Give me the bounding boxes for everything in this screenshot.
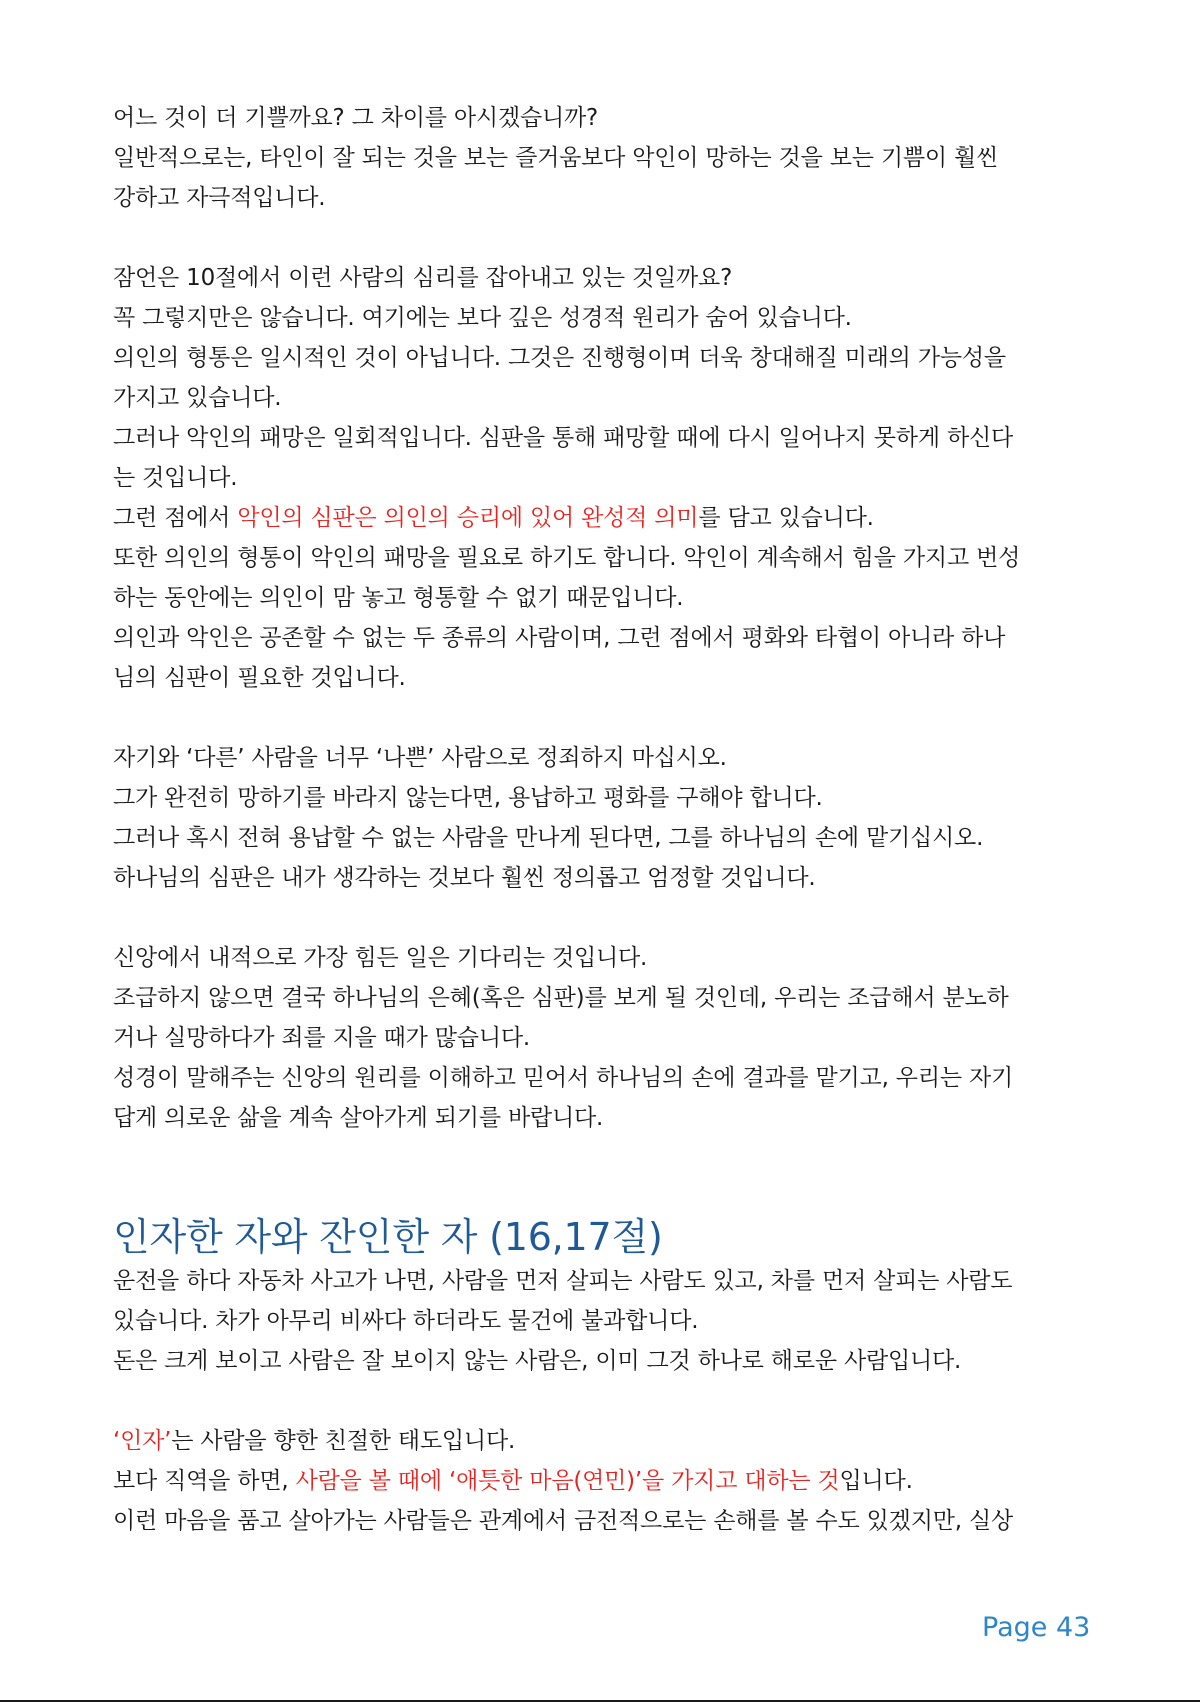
paragraph-line: 있습니다. 차가 아무리 비싸다 하더라도 물건에 불과합니다. xyxy=(113,1308,699,1334)
paragraph-line: 돈은 크게 보이고 사람은 잘 보이지 않는 사람은, 이미 그것 하나로 해로운 사람입니다. xyxy=(113,1348,962,1374)
paragraph-line: 조급하지 않으면 결국 하나님의 은혜(혹은 심판)를 보게 될 것인데, 우리는 조급해서 분노하 xyxy=(113,985,1009,1011)
section-block xyxy=(113,1213,1088,1541)
paragraph-gap xyxy=(113,218,1088,258)
paragraph-gap xyxy=(113,1381,1088,1421)
paragraph-line: 자기와 ‘다른’ 사람을 너무 ‘나쁜’ 사람으로 정죄하지 마십시오. xyxy=(113,745,727,771)
paragraph-line: 신앙에서 내적으로 가장 힘든 일은 기다리는 것입니다. xyxy=(113,945,648,971)
paragraph-line: 강하고 자극적입니다. xyxy=(113,185,326,211)
paragraph-line xyxy=(113,1461,1088,1501)
text-run: 보다 직역을 하면, xyxy=(113,1468,296,1494)
paragraph-line: 거나 실망하다가 죄를 지을 때가 많습니다. xyxy=(113,1025,530,1051)
paragraph-line: 그가 완전히 망하기를 바라지 않는다면, 용납하고 평화를 구해야 합니다. xyxy=(113,785,823,811)
paragraph-line: 운전을 하다 자동차 사고가 나면, 사람을 먼저 살피는 사람도 있고, 차를 먼저 살피는 사람도 xyxy=(113,1268,1013,1294)
emphasis-text: 악인의 심판은 의인의 승리에 있어 완성적 의미 xyxy=(237,505,699,531)
paragraph-line: 잠언은 10절에서 이런 사람의 심리를 잡아내고 있는 것일까요? xyxy=(113,265,733,291)
paragraph-line: 그러나 악인의 패망은 일회적입니다. 심판을 통해 패망할 때에 다시 일어나지 못하게 하신다 xyxy=(113,425,1013,451)
paragraph-gap xyxy=(113,898,1088,938)
paragraph-line xyxy=(113,1421,1088,1461)
paragraph-line xyxy=(113,498,1088,538)
paragraph-line: 님의 심판이 필요한 것입니다. xyxy=(113,665,406,691)
paragraph-line: 어느 것이 더 기쁠까요? 그 차이를 아시겠습니까? xyxy=(113,105,599,131)
section-heading: 인자한 자와 잔인한 자 (16,17절) xyxy=(113,1215,663,1259)
paragraph-line: 답게 의로운 삶을 계속 살아가게 되기를 바랍니다. xyxy=(113,1105,604,1131)
paragraph-line: 하는 동안에는 의인이 맘 놓고 형통할 수 없기 때문입니다. xyxy=(113,585,684,611)
paragraph-line: 하나님의 심판은 내가 생각하는 것보다 훨씬 정의롭고 엄정할 것입니다. xyxy=(113,865,816,891)
text-run: 입니다. xyxy=(839,1468,913,1494)
paragraph-line: 가지고 있습니다. xyxy=(113,385,282,411)
text-run: 를 담고 있습니다. xyxy=(698,505,874,531)
paragraph-line: 성경이 말해주는 신앙의 원리를 이해하고 믿어서 하나님의 손에 결과를 맡기고, 우리는 자기 xyxy=(113,1065,1013,1091)
text-run: 그런 점에서 xyxy=(113,505,238,531)
emphasis-text: 사람을 볼 때에 ‘애틋한 마음(연민)’을 가지고 대하는 것 xyxy=(295,1468,840,1494)
paragraph-line: 의인과 악인은 공존할 수 없는 두 종류의 사람이며, 그런 점에서 평화와 타협이 아니라 하나 xyxy=(113,625,1006,651)
paragraph-line: 이런 마음을 품고 살아가는 사람들은 관계에서 금전적으로는 손해를 볼 수도 있겠지만, 실상 xyxy=(113,1508,1013,1534)
paragraph-line: 의인의 형통은 일시적인 것이 아닙니다. 그것은 진행형이며 더욱 창대해질 미래의 가능성을 xyxy=(113,345,1006,371)
paragraph-line: 일반적으로는, 타인이 잘 되는 것을 보는 즐거움보다 악인이 망하는 것을 보는 기쁨이 훨씬 xyxy=(113,145,999,171)
paragraph-line: 꼭 그렇지만은 않습니다. 여기에는 보다 깊은 성경적 원리가 숨어 있습니다. xyxy=(113,305,852,331)
document-body xyxy=(113,98,1088,1138)
emphasis-text: ‘인자’ xyxy=(113,1428,172,1454)
paragraph-gap xyxy=(113,698,1088,738)
page-number: Page 43 xyxy=(982,1612,1091,1643)
paragraph-line: 또한 의인의 형통이 악인의 패망을 필요로 하기도 합니다. 악인이 계속해서 힘을 가지고 번성 xyxy=(113,545,1021,571)
paragraph-line: 그러나 혹시 전혀 용납할 수 없는 사람을 만나게 된다면, 그를 하나님의 손에 맡기십시오. xyxy=(113,825,984,851)
text-run: 는 사람을 향한 친절한 태도입니다. xyxy=(171,1428,516,1454)
paragraph-line: 는 것입니다. xyxy=(113,465,238,491)
